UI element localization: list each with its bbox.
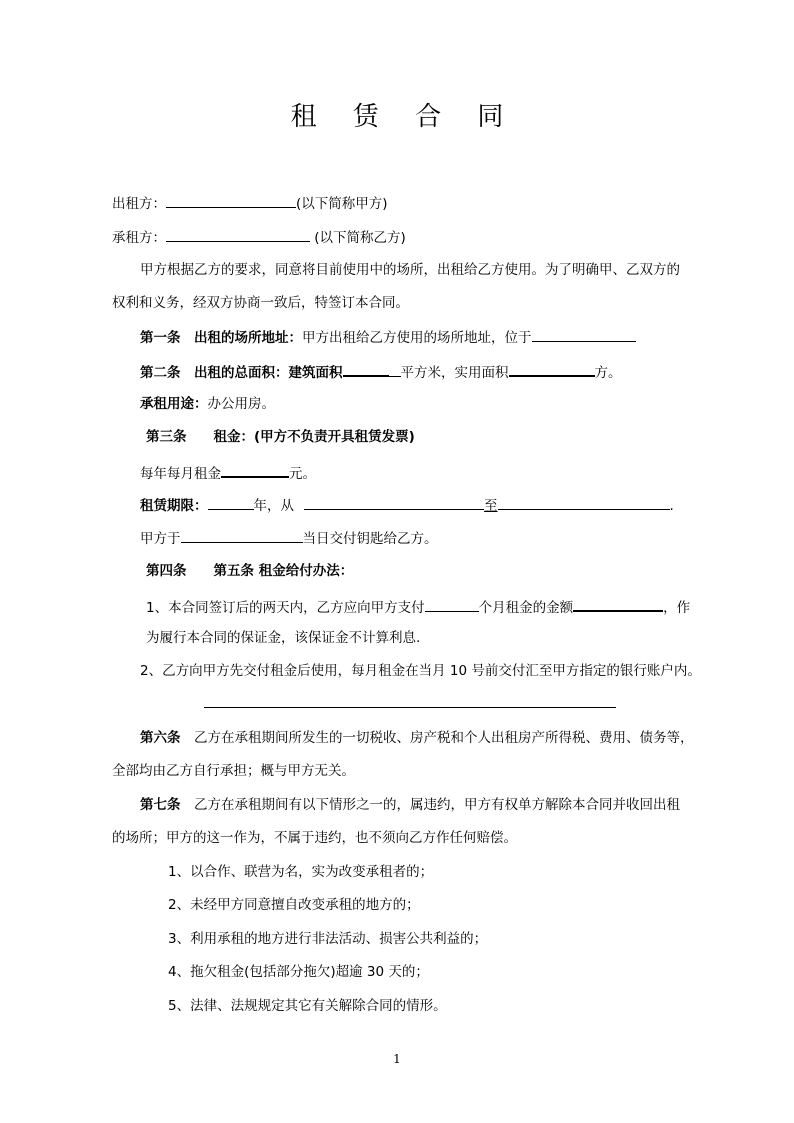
building-area-blank xyxy=(343,361,389,377)
deposit-months-blank xyxy=(425,597,479,612)
keys-date-blank xyxy=(181,528,303,543)
article-1-text: 甲方出租给乙方使用的场所地址，位于 xyxy=(302,330,532,346)
document-title: 租 赁 合 同 xyxy=(290,102,518,132)
lessee-suffix: (以下简称乙方) xyxy=(310,230,406,246)
term-year: 年，从 xyxy=(253,498,294,514)
payment-1-mid: 个月租金的金额 xyxy=(478,600,574,616)
lessee-blank xyxy=(166,227,310,242)
rent-blank xyxy=(221,462,289,478)
article-6-text: 乙方在承租期间所发生的一切税收、房产税和个人出租房产所得税、费用、债务等， xyxy=(180,730,694,746)
article-2-head: 第二条 出租的总面积：建筑面积 xyxy=(140,365,343,381)
purpose-head: 承租用途： xyxy=(140,396,208,412)
article-7 xyxy=(140,796,680,814)
article-1 xyxy=(140,327,636,347)
list-item: 5、法律、法规规定其它有关解除合同的情形。 xyxy=(168,998,447,1014)
term-end: . xyxy=(669,498,674,514)
payment-2: 2、乙方向甲方先交付租金后使用，每月租金在当月 10 号前交付汇至甲方指定的银行账户内。 xyxy=(140,663,701,679)
rent-suffix: 元。 xyxy=(289,466,316,482)
divider-line xyxy=(204,707,616,708)
article-6 xyxy=(140,729,694,747)
keys-suffix: 当日交付钥匙给乙方。 xyxy=(302,531,438,547)
term-start-blank xyxy=(304,495,484,510)
term-end-blank xyxy=(498,495,670,510)
list-item: 1、以合作、联营为名，实为改变承租者的； xyxy=(168,864,434,880)
intro-line-2: 权利和义务，经双方协商一致后，特签订本合同。 xyxy=(112,295,409,311)
deposit-amount-blank xyxy=(573,596,663,612)
keys-prefix: 甲方于 xyxy=(140,531,181,547)
article-6-head: 第六条 xyxy=(140,730,181,746)
list-item: 4、拖欠租金(包括部分拖欠)超逾 30 天的； xyxy=(168,964,429,980)
lessor-line xyxy=(112,193,388,213)
lessee-line xyxy=(112,227,406,247)
rent-line xyxy=(140,462,316,483)
article-2 xyxy=(140,361,622,382)
usable-area-blank xyxy=(509,361,595,377)
article-3-head: 第三条 租金：(甲方不负责开具租赁发票) xyxy=(146,429,415,445)
keys-line xyxy=(140,528,438,548)
page-number: 1 xyxy=(393,1052,401,1066)
payment-1 xyxy=(146,596,690,617)
list-item: 3、利用承租的地方进行非法活动、损害公共利益的； xyxy=(168,931,488,947)
term-head: 租赁期限： xyxy=(140,498,208,514)
lessor-blank xyxy=(166,193,296,208)
term-years-blank xyxy=(208,495,254,510)
purpose-text: 办公用房。 xyxy=(207,396,275,412)
article-7-line-2: 的场所；甲方的这一作为，不属于违约，也不须向乙方作任何赔偿。 xyxy=(112,830,517,846)
lessor-label: 出租方： xyxy=(112,196,166,212)
payment-1-line-2: 为履行本合同的保证金，该保证金不计算利息. xyxy=(146,630,421,646)
payment-1-end: ，作 xyxy=(663,600,691,616)
address-blank xyxy=(532,327,636,342)
term-line xyxy=(140,495,674,515)
article-7-text: 乙方在承租期间有以下情形之一的，属违约，甲方有权单方解除本合同并收回出租 xyxy=(180,797,680,813)
intro-line-1: 甲方根据乙方的要求，同意将目前使用中的场所，出租给乙方使用。为了明确甲、乙双方的 xyxy=(140,262,680,278)
purpose-line xyxy=(140,395,275,413)
lessee-label: 承租方： xyxy=(112,230,166,246)
list-item: 2、未经甲方同意擅自改变承租的地方的； xyxy=(168,897,420,913)
article-7-head: 第七条 xyxy=(140,797,181,813)
lessor-suffix: (以下简称甲方) xyxy=(296,196,388,212)
payment-1-prefix: 1、本合同签订后的两天内，乙方应向甲方支付 xyxy=(146,600,425,616)
rent-prefix: 每年每月租金 xyxy=(140,466,221,482)
article-2-mid: 平方米，实用面积 xyxy=(400,365,509,381)
building-area-blank-ext xyxy=(389,362,401,377)
term-to: 至 xyxy=(484,498,498,514)
article-1-head: 第一条 出租的场所地址： xyxy=(140,330,302,346)
article-2-end: 方。 xyxy=(594,365,622,381)
article-6-line-2: 全部均由乙方自行承担；概与甲方无关。 xyxy=(112,763,355,779)
article-4-5-head: 第四条 第五条 租金给付办法： xyxy=(146,563,354,579)
